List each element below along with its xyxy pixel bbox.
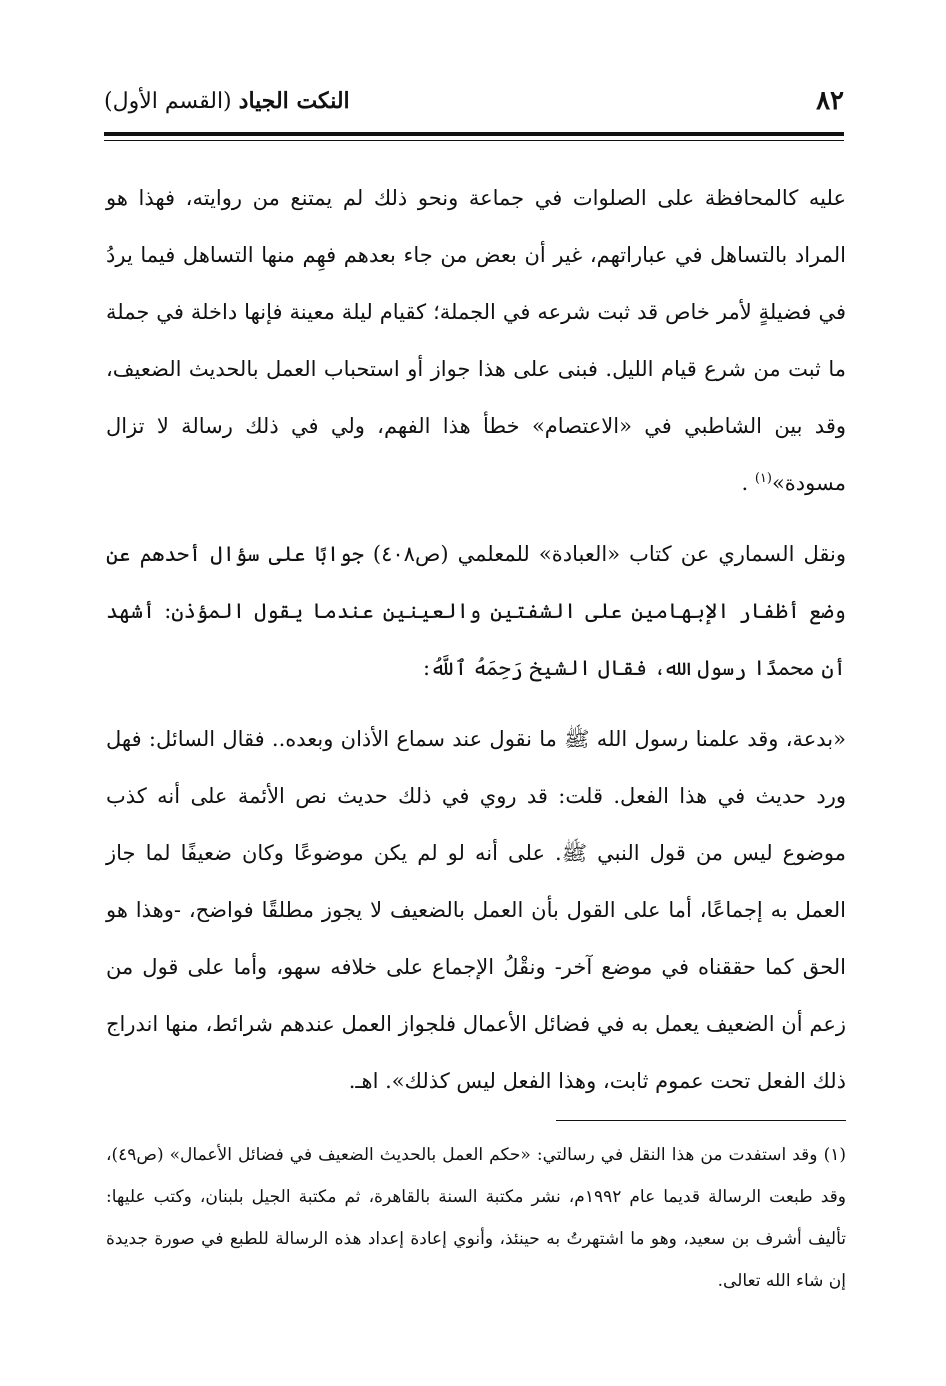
paragraph-2: ونقل السماري عن كتاب «العبادة» للمعلمي (ص٤٠٨) جوابًا على سؤال أحدهم عن وضع أظفار الإبهامين على الشفتين والعينين عندما يقول المؤذن: أشهد أن محمدًا رسول الله، فقال الشيخ رَحِمَهُ ٱللَّهُ: <box>106 542 846 680</box>
footnote: (١) وقد استفدت من هذا النقل في رسالتي: «حكم العمل بالحديث الضعيف في فضائل الأعمال» (ص٤٩)، وقد طبعت الرسالة قديما عام ١٩٩٢م، نشر مكتبة السنة بالقاهرة، ثم مكتبة الجيل بلبنان، وكتب عليها: تأليف أشرف بن سعيد، وهو ما اشتهرتُ به حينئذ، وأنوي إعادة إعداد هذه الرسالة للطبع في صورة جديدة إن شاء الله تعالى. <box>106 1145 846 1291</box>
page-number: ٨٢ <box>816 86 844 116</box>
main-text <box>106 170 846 1110</box>
page-header <box>104 80 844 120</box>
book-subtitle: (القسم الأول) <box>104 89 232 114</box>
book-title: النكت الجياد <box>238 88 350 114</box>
header-rule-thin <box>104 140 844 141</box>
running-title <box>104 88 350 114</box>
paragraph-1-text: عليه كالمحافظة على الصلوات في جماعة ونحو ذلك لم يمتنع من روايته، فهذا هو المراد بالتساهل في عباراتهم، غير أن بعض من جاء بعدهم فهِم منها التساهل فيما يردُ في فضيلةٍ لأمر خاص قد ثبت شرعه في الجملة؛ كقيام ليلة معينة فإنها داخلة في جملة ما ثبت من شرع قيام الليل. فبنى على هذا جواز أو استحباب العمل بالحديث الضعيف، وقد بين الشاطبي في «الاعتصام» خطأ هذا الفهم، ولي في ذلك رسالة لا تزال مسودة» <box>106 186 847 495</box>
paragraph-3: «بدعة، وقد علمنا رسول الله ﷺ ما نقول عند سماع الأذان وبعده.. فقال السائل: فهل ورد حديث في هذا الفعل. قلت: قد روي في ذلك حديث نص الأئمة على أنه كذب موضوع ليس من قول النبي ﷺ. على أنه لو لم يكن موضوعًا وكان ضعيفًا لما جاز العمل به إجماعًا، أما على القول بأن العمل بالضعيف لا يجوز مطلقًا فواضح، -وهذا هو الحق كما حققناه في موضع آخر- ونقْلُ الإجماع على خلافه سهو، وأما على قول من زعم أن الضعيف يعمل به في فضائل الأعمال فلجواز العمل عندهم شرائط، منها اندراج ذلك الفعل تحت عموم ثابت، وهذا الفعل ليس كذلك». اهـ. <box>106 727 846 1093</box>
header-rule-thick <box>104 132 844 136</box>
paragraph-1-end: . <box>741 471 749 495</box>
footnote-marker: (١) <box>754 471 772 486</box>
paragraph-1 <box>106 170 846 512</box>
footnote-separator <box>556 1120 846 1121</box>
